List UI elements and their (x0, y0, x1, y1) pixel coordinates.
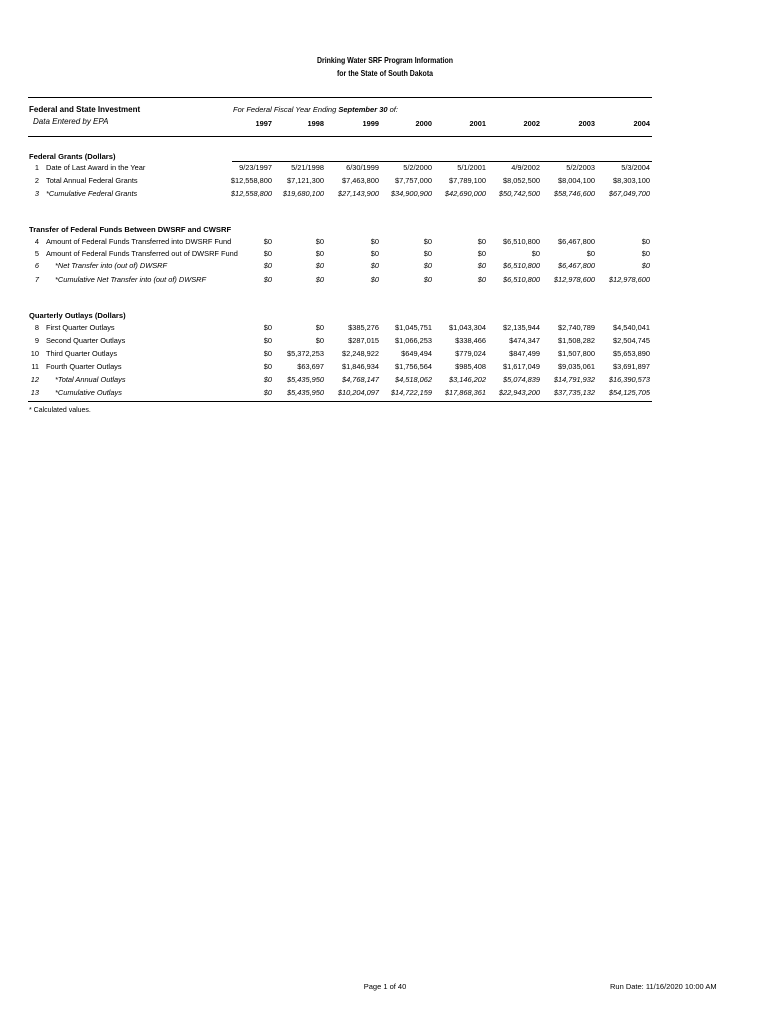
table-cell: $0 (641, 249, 650, 258)
table-cell: $14,791,932 (553, 375, 595, 384)
table-row (0, 387, 770, 399)
section-title-quarterly-outlays: Quarterly Outlays (Dollars) (29, 311, 126, 320)
table-cell: $12,978,600 (608, 275, 650, 284)
table-cell: $2,504,745 (613, 336, 650, 345)
fiscal-year-bold: September 30 (338, 105, 388, 114)
table-cell: $0 (263, 275, 272, 284)
table-cell: $7,757,000 (395, 176, 432, 185)
table-cell: $42,690,000 (444, 189, 486, 198)
table-cell: $12,978,600 (553, 275, 595, 284)
table-cell: $58,746,600 (553, 189, 595, 198)
table-cell: $1,045,751 (395, 323, 432, 332)
table-cell: $1,066,253 (395, 336, 432, 345)
table-cell: $985,408 (455, 362, 486, 371)
section-title-transfer: Transfer of Federal Funds Between DWSRF and CWSRF (29, 225, 232, 234)
row-label: First Quarter Outlays (46, 323, 115, 332)
table-cell: $0 (370, 261, 379, 270)
table-cell: $0 (263, 375, 272, 384)
table-cell: $0 (641, 237, 650, 246)
table-cell: $7,463,800 (342, 176, 379, 185)
table-cell: $4,518,062 (395, 375, 432, 384)
table-cell: $3,691,897 (613, 362, 650, 371)
table-cell: 9/23/1997 (239, 163, 272, 172)
row-label: Fourth Quarter Outlays (46, 362, 122, 371)
table-cell: $0 (315, 237, 324, 246)
table-cell: $0 (531, 249, 540, 258)
row-label: *Net Transfer into (out of) DWSRF (55, 261, 167, 270)
table-cell: $12,558,800 (230, 189, 272, 198)
table-cell: $5,372,253 (287, 349, 324, 358)
table-cell: $0 (263, 362, 272, 371)
year-header: 2000 (415, 119, 432, 128)
table-cell: 5/21/1998 (291, 163, 324, 172)
table-cell: $6,510,800 (503, 275, 540, 284)
row-number: 10 (30, 349, 39, 358)
footnote: * Calculated values. (29, 407, 91, 414)
table-row (0, 335, 770, 347)
table-cell: 5/3/2004 (621, 163, 650, 172)
table-row (0, 322, 770, 334)
table-bottom-rule (28, 401, 652, 402)
table-cell: $0 (641, 261, 650, 270)
table-cell: $14,722,159 (390, 388, 432, 397)
row-label: Third Quarter Outlays (46, 349, 118, 358)
row-number: 2 (34, 176, 39, 185)
table-cell: $7,121,300 (287, 176, 324, 185)
table-cell: $0 (263, 388, 272, 397)
table-cell: $287,015 (348, 336, 379, 345)
table-cell: $0 (477, 249, 486, 258)
table-cell: $2,248,922 (342, 349, 379, 358)
table-cell: $5,435,950 (287, 388, 324, 397)
fiscal-year-note (233, 104, 398, 115)
year-header: 2004 (633, 119, 650, 128)
row-label: Second Quarter Outlays (46, 336, 126, 345)
row-number: 8 (34, 323, 39, 332)
table-cell: $2,135,944 (503, 323, 540, 332)
table-cell: $9,035,061 (558, 362, 595, 371)
row-number: 9 (34, 336, 39, 345)
table-cell: $6,510,800 (503, 237, 540, 246)
year-header: 1997 (255, 119, 272, 128)
table-cell: $0 (263, 261, 272, 270)
table-cell: $0 (477, 275, 486, 284)
table-cell: $8,303,100 (613, 176, 650, 185)
page-number: Page 1 of 40 (363, 982, 407, 991)
table-cell: $474,347 (509, 336, 540, 345)
header-investment-label: Federal and State Investment (29, 105, 141, 114)
table-cell: $1,043,304 (449, 323, 486, 332)
table-cell: $4,768,147 (342, 375, 379, 384)
row-label: *Cumulative Outlays (55, 388, 122, 397)
table-row (0, 274, 770, 286)
table-cell: 5/2/2003 (566, 163, 595, 172)
table-cell: $16,390,573 (608, 375, 650, 384)
year-header: 2003 (578, 119, 595, 128)
table-cell: $0 (263, 249, 272, 258)
section-title-federal-grants: Federal Grants (Dollars) (29, 152, 116, 161)
table-cell: $0 (263, 349, 272, 358)
table-cell: $0 (423, 249, 432, 258)
table-cell: $22,943,200 (498, 388, 540, 397)
table-cell: $54,125,705 (608, 388, 650, 397)
table-cell: $0 (423, 261, 432, 270)
table-cell: $0 (315, 261, 324, 270)
table-cell: $0 (370, 275, 379, 284)
year-header: 1998 (307, 119, 324, 128)
row-number: 13 (30, 388, 39, 397)
table-row (0, 348, 770, 360)
header-top-rule (28, 97, 652, 98)
table-cell: $10,204,097 (337, 388, 379, 397)
table-cell: $34,900,900 (390, 189, 432, 198)
row-label: *Cumulative Federal Grants (46, 189, 138, 198)
table-cell: 6/30/1999 (346, 163, 379, 172)
table-cell: $0 (586, 249, 595, 258)
table-cell: 4/9/2002 (511, 163, 540, 172)
table-cell: $5,435,950 (287, 375, 324, 384)
table-cell: $3,146,202 (449, 375, 486, 384)
table-cell: $7,789,100 (449, 176, 486, 185)
header-bottom-rule (28, 136, 652, 137)
table-row (0, 248, 770, 260)
table-cell: $37,735,132 (553, 388, 595, 397)
table-cell: $5,074,839 (503, 375, 540, 384)
table-cell: $847,499 (509, 349, 540, 358)
row-label: *Total Annual Outlays (55, 375, 126, 384)
table-cell: $6,510,800 (503, 261, 540, 270)
row-number: 3 (34, 189, 39, 198)
report-title-line2: for the State of South Dakota (336, 68, 434, 78)
table-cell: $338,466 (455, 336, 486, 345)
table-cell: $0 (315, 275, 324, 284)
row-label: Total Annual Federal Grants (46, 176, 138, 185)
table-cell: $0 (423, 275, 432, 284)
table-cell: 5/2/2000 (403, 163, 432, 172)
table-cell: $0 (263, 336, 272, 345)
fiscal-year-prefix: For Federal Fiscal Year Ending (233, 105, 339, 114)
table-row (0, 236, 770, 248)
row-number: 1 (34, 163, 39, 172)
table-cell: $1,617,049 (503, 362, 540, 371)
year-header: 2002 (523, 119, 540, 128)
row-label: Amount of Federal Funds Transferred out of DWSRF Fund (46, 249, 238, 258)
table-cell: $5,653,890 (613, 349, 650, 358)
table-cell: $0 (263, 237, 272, 246)
table-cell: $0 (477, 261, 486, 270)
row-label: Amount of Federal Funds Transferred into DWSRF Fund (46, 237, 232, 246)
header-data-source-label: Data Entered by EPA (33, 117, 109, 126)
row-label: *Cumulative Net Transfer into (out of) DWSRF (55, 275, 207, 284)
year-header-row (0, 118, 770, 130)
table-cell: $1,756,564 (395, 362, 432, 371)
table-cell: $0 (370, 237, 379, 246)
table-cell: $6,467,800 (558, 237, 595, 246)
table-row (0, 374, 770, 386)
report-title (0, 54, 770, 80)
table-row (0, 361, 770, 373)
table-cell: $649,494 (401, 349, 432, 358)
table-cell: $8,004,100 (558, 176, 595, 185)
table-cell: $27,143,900 (337, 189, 379, 198)
row-number: 12 (30, 375, 39, 384)
table-cell: $0 (263, 323, 272, 332)
table-cell: $1,846,934 (342, 362, 379, 371)
report-title-line1: Drinking Water SRF Program Information (316, 55, 454, 65)
table-cell: $1,507,800 (558, 349, 595, 358)
table-cell: $12,558,800 (230, 176, 272, 185)
fiscal-year-suffix: of: (387, 105, 398, 114)
table-cell: $6,467,800 (558, 261, 595, 270)
table-cell: $0 (423, 237, 432, 246)
year-header: 2001 (469, 119, 486, 128)
row-number: 5 (34, 249, 39, 258)
table-cell: $17,868,361 (444, 388, 486, 397)
table-row (0, 175, 770, 187)
table-cell: $8,052,500 (503, 176, 540, 185)
table-cell: $0 (370, 249, 379, 258)
table-cell: $0 (315, 323, 324, 332)
row-number: 6 (34, 261, 39, 270)
year-header: 1999 (362, 119, 379, 128)
table-cell: $63,697 (297, 362, 324, 371)
row-label: Date of Last Award in the Year (46, 163, 146, 172)
row-number: 4 (34, 237, 39, 246)
table-cell: $4,540,041 (613, 323, 650, 332)
table-row (0, 260, 770, 272)
table-cell: $1,508,282 (558, 336, 595, 345)
table-cell: $2,740,789 (558, 323, 595, 332)
table-row (0, 188, 770, 200)
table-cell: $0 (315, 336, 324, 345)
table-row (0, 162, 770, 174)
table-cell: 5/1/2001 (457, 163, 486, 172)
row-number: 7 (34, 275, 39, 284)
run-date: Run Date: 11/16/2020 10:00 AM (610, 982, 717, 991)
row-number: 11 (31, 362, 39, 371)
table-cell: $0 (477, 237, 486, 246)
table-cell: $0 (315, 249, 324, 258)
table-cell: $50,742,500 (498, 189, 540, 198)
table-cell: $779,024 (455, 349, 486, 358)
table-cell: $385,276 (348, 323, 379, 332)
table-cell: $67,049,700 (608, 189, 650, 198)
table-cell: $19,680,100 (282, 189, 324, 198)
